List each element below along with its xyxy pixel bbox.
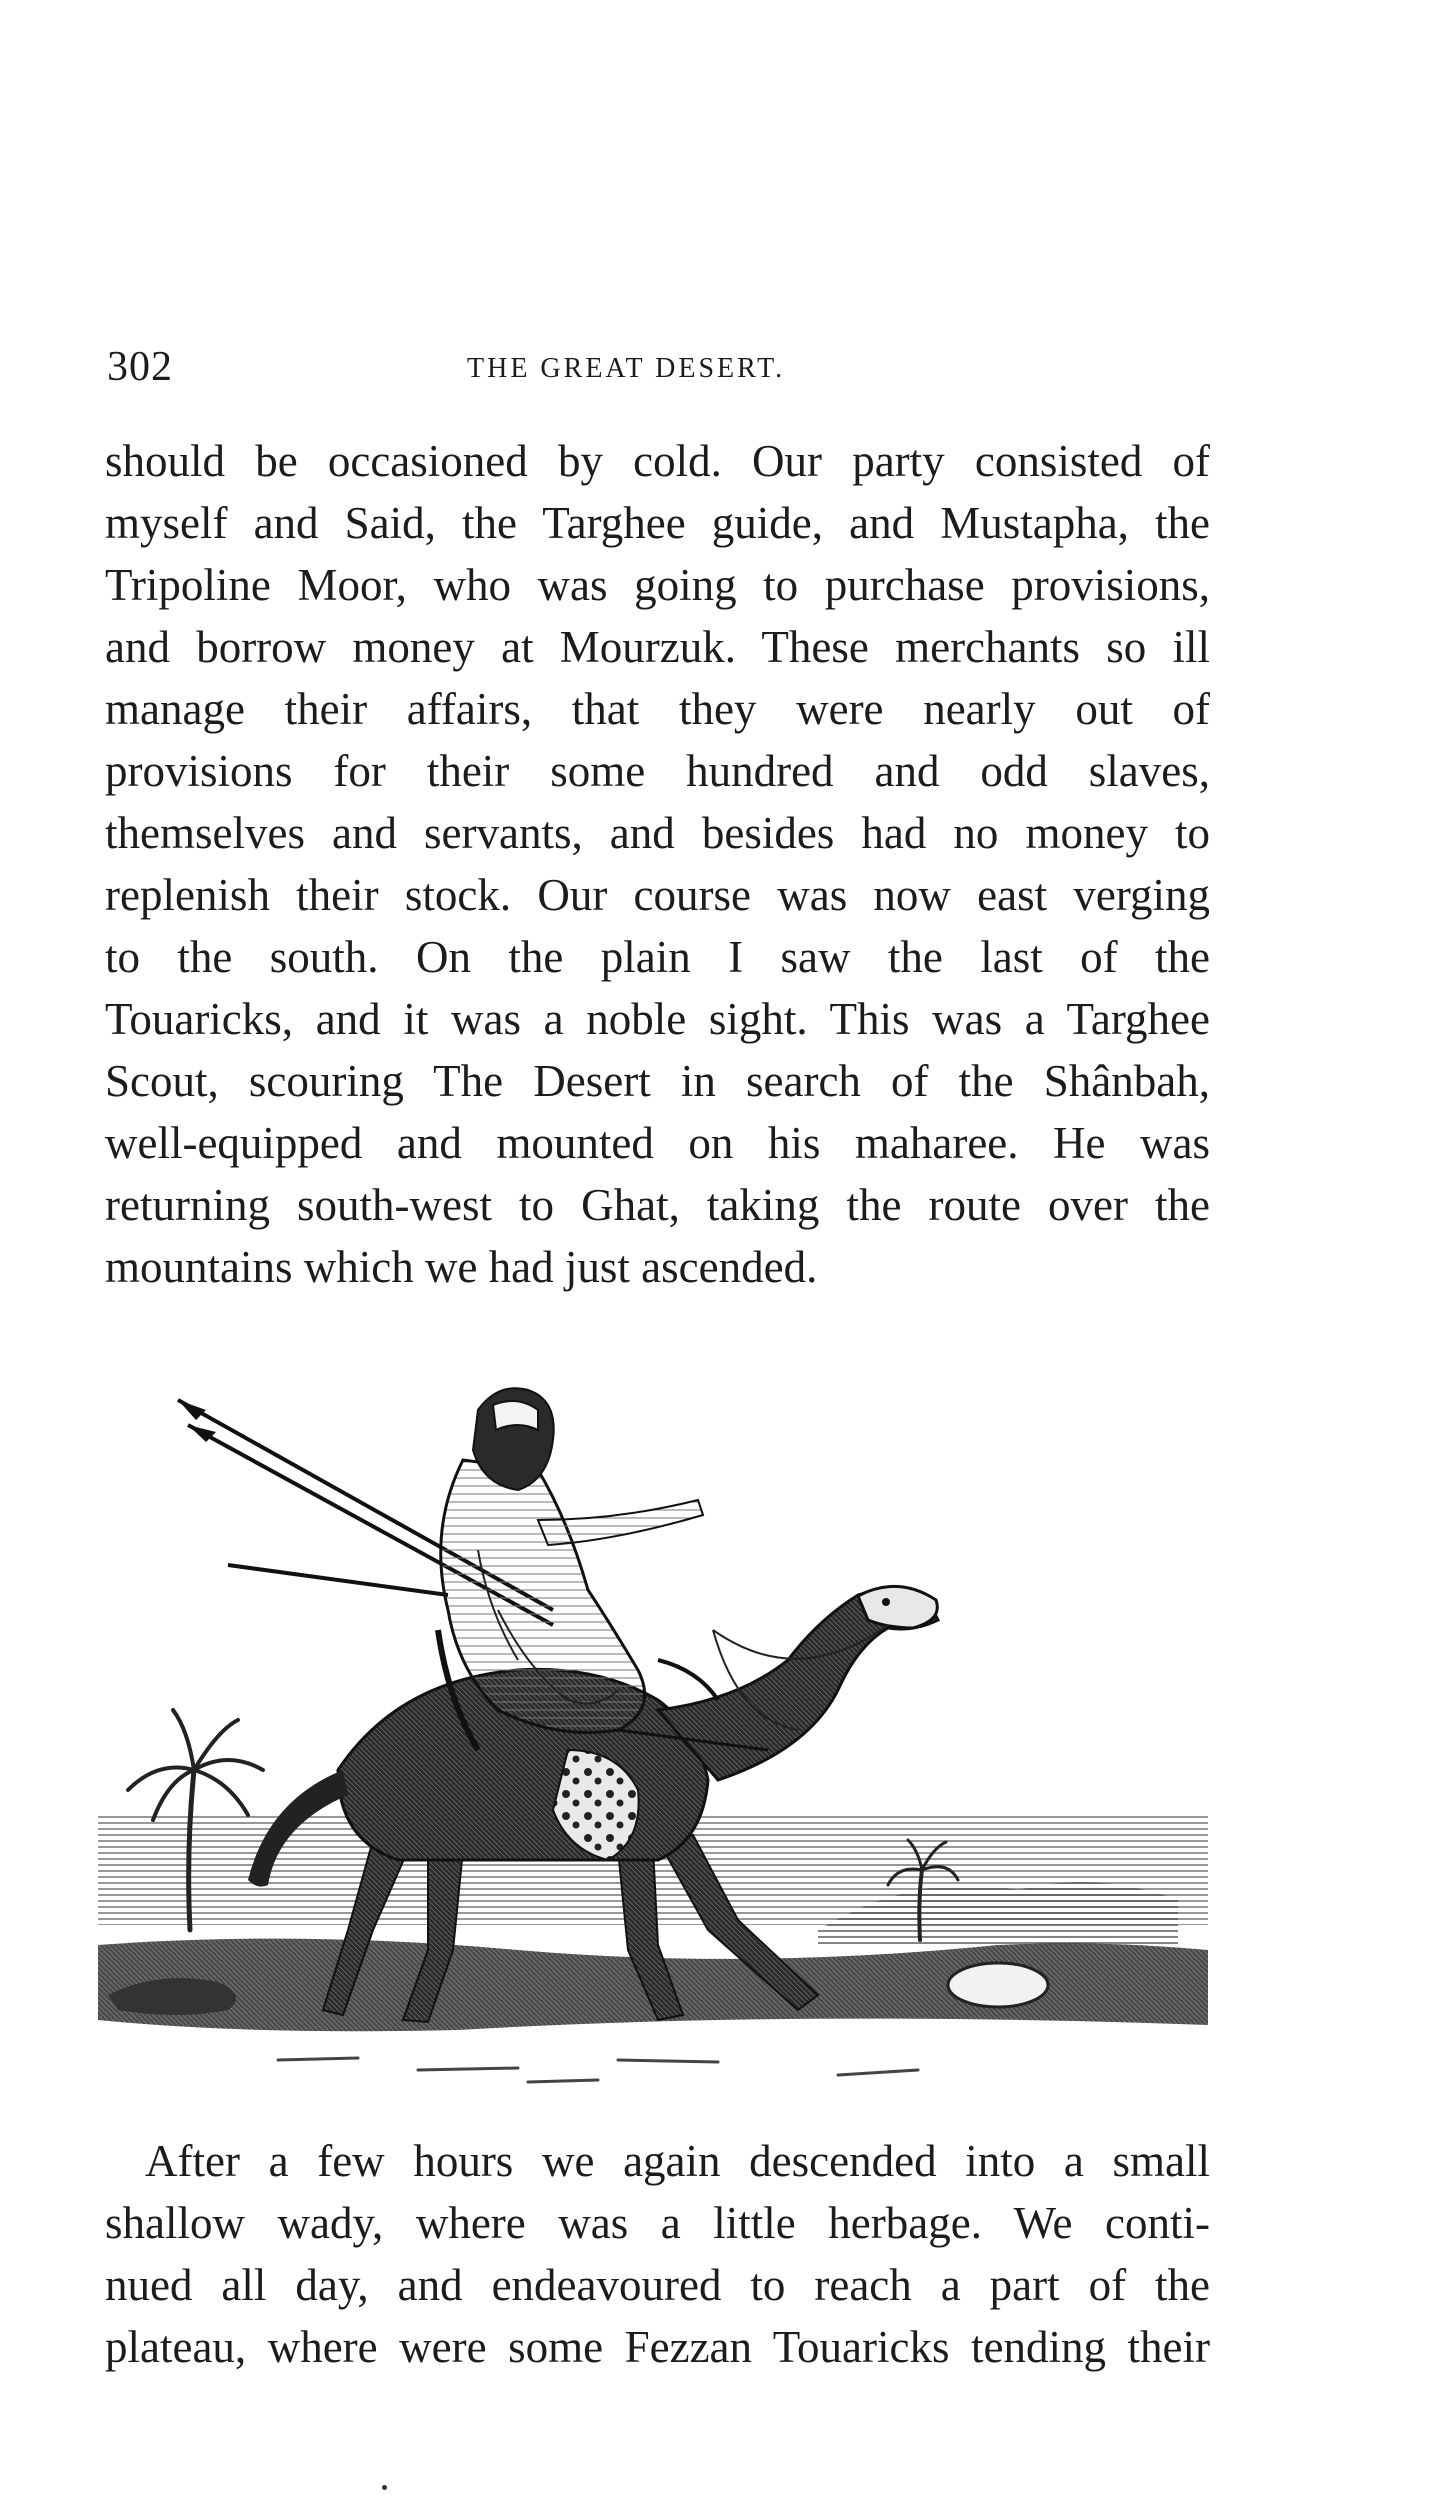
paragraph-1 — [105, 430, 1210, 1298]
text-line: well-equipped and mounted on his maharee. He was — [105, 1118, 1210, 1168]
text-line: shallow wady, where was a little herbage. We conti- — [105, 2198, 1210, 2248]
text-line: replenish their stock. Our course was now east verging — [105, 870, 1210, 920]
text-line: to the south. On the plain I saw the last of the — [105, 932, 1210, 982]
text-line: themselves and servants, and besides had no money to — [105, 808, 1210, 858]
text-line: Tripoline Moor, who was going to purchase provisions, — [105, 560, 1210, 610]
text-line: provisions for their some hundred and odd slaves, — [105, 746, 1210, 796]
text-line: Scout, scouring The Desert in search of the Shânbah, — [105, 1056, 1210, 1106]
text-line: plateau, where were some Fezzan Touaricks tending their — [105, 2322, 1210, 2372]
text-line: manage their affairs, that they were nearly out of — [105, 684, 1210, 734]
print-speck — [382, 2485, 387, 2490]
running-title: THE GREAT DESERT. — [467, 353, 786, 384]
text-line: myself and Said, the Targhee guide, and Mustapha, the — [105, 498, 1210, 548]
running-head — [107, 343, 1212, 399]
page-number: 302 — [107, 344, 173, 390]
text-line: mountains which we had just ascended. — [105, 1242, 818, 1292]
text-line: After a few hours we again descended into a small — [145, 2136, 1210, 2186]
text-line: returning south-west to Ghat, taking the route over the — [105, 1180, 1210, 1230]
text-line: and borrow money at Mourzuk. These merchants so ill — [105, 622, 1210, 672]
text-line: Touaricks, and it was a noble sight. This was a Targhee — [105, 994, 1210, 1044]
paragraph-2 — [105, 2130, 1210, 2378]
text-line: should be occasioned by cold. Our party consisted of — [105, 436, 1210, 486]
text-line: nued all day, and endeavoured to reach a part of the — [105, 2260, 1210, 2310]
camel-rider-illustration — [98, 1370, 1208, 2090]
